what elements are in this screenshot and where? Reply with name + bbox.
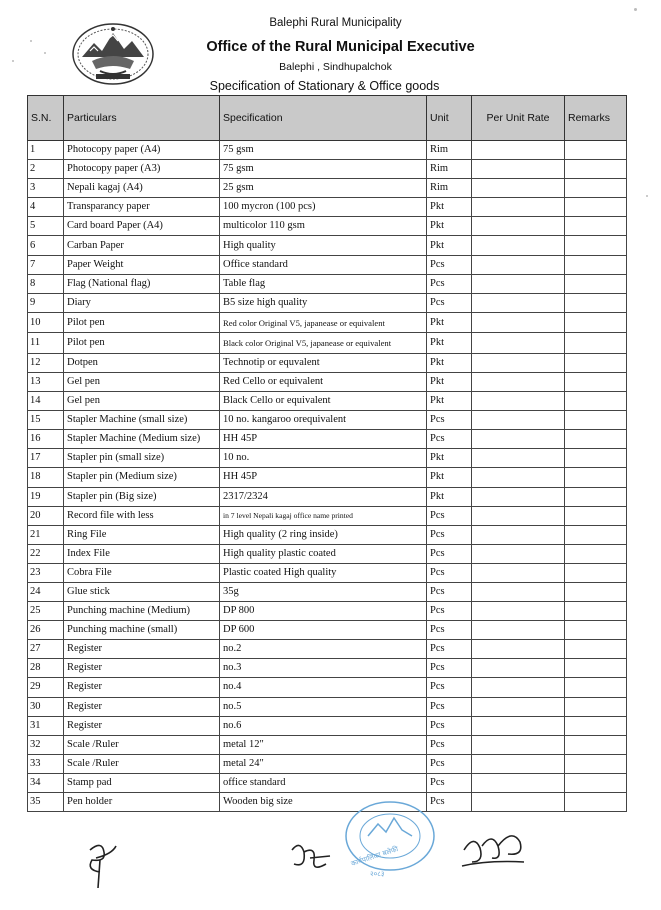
cell-sn: 8: [28, 274, 64, 293]
cell-sn: 11: [28, 333, 64, 354]
cell-unit: Pcs: [427, 293, 472, 312]
table-row: [28, 179, 627, 198]
cell-per-unit-rate: [472, 640, 565, 659]
cell-remarks: [565, 293, 627, 312]
cell-particulars: Pilot pen: [64, 312, 220, 333]
cell-specification: Black color Original V5, japanease or equivalent: [220, 333, 427, 354]
cell-unit: Pkt: [427, 217, 472, 236]
cell-unit: Pcs: [427, 430, 472, 449]
cell-remarks: [565, 430, 627, 449]
cell-sn: 33: [28, 754, 64, 773]
cell-unit: Pcs: [427, 735, 472, 754]
cell-unit: Pkt: [427, 312, 472, 333]
cell-specification: Black Cello or equivalent: [220, 392, 427, 411]
cell-unit: Pcs: [427, 697, 472, 716]
cell-remarks: [565, 716, 627, 735]
cell-remarks: [565, 255, 627, 274]
cell-particulars: Diary: [64, 293, 220, 312]
cell-remarks: [565, 333, 627, 354]
cell-unit: Pcs: [427, 621, 472, 640]
cell-sn: 9: [28, 293, 64, 312]
cell-unit: Pkt: [427, 449, 472, 468]
cell-sn: 1: [28, 141, 64, 160]
cell-per-unit-rate: [472, 773, 565, 792]
cell-remarks: [565, 372, 627, 391]
cell-sn: 10: [28, 312, 64, 333]
cell-remarks: [565, 274, 627, 293]
cell-particulars: Paper Weight: [64, 255, 220, 274]
cell-specification: Technotip or equvalent: [220, 353, 427, 372]
table-row: [28, 659, 627, 678]
cell-per-unit-rate: [472, 793, 565, 812]
table-header-row: [28, 96, 627, 141]
cell-specification: office standard: [220, 773, 427, 792]
cell-particulars: Glue stick: [64, 582, 220, 601]
table-row: [28, 506, 627, 525]
cell-remarks: [565, 602, 627, 621]
cell-particulars: Gel pen: [64, 372, 220, 391]
cell-remarks: [565, 236, 627, 255]
cell-remarks: [565, 735, 627, 754]
table-row: [28, 525, 627, 544]
cell-specification: High quality plastic coated: [220, 544, 427, 563]
table-row: [28, 716, 627, 735]
cell-particulars: Register: [64, 640, 220, 659]
cell-per-unit-rate: [472, 198, 565, 217]
cell-particulars: Stapler Machine (small size): [64, 411, 220, 430]
cell-remarks: [565, 563, 627, 582]
cell-per-unit-rate: [472, 274, 565, 293]
cell-unit: Pkt: [427, 333, 472, 354]
municipality-name: Balephi Rural Municipality: [269, 17, 402, 29]
cell-remarks: [565, 217, 627, 236]
cell-particulars: Index File: [64, 544, 220, 563]
cell-specification: B5 size high quality: [220, 293, 427, 312]
cell-specification: HH 45P: [220, 468, 427, 487]
cell-specification: 25 gsm: [220, 179, 427, 198]
cell-per-unit-rate: [472, 449, 565, 468]
cell-remarks: [565, 754, 627, 773]
cell-particulars: Gel pen: [64, 392, 220, 411]
cell-specification: in 7 level Nepali kagaj office name printed: [220, 506, 427, 525]
cell-unit: Pcs: [427, 255, 472, 274]
cell-specification: 10 no. kangaroo orequivalent: [220, 411, 427, 430]
cell-particulars: Register: [64, 697, 220, 716]
cell-unit: Pcs: [427, 773, 472, 792]
cell-remarks: [565, 678, 627, 697]
cell-specification: no.6: [220, 716, 427, 735]
cell-unit: Pcs: [427, 411, 472, 430]
cell-remarks: [565, 697, 627, 716]
cell-unit: Pcs: [427, 678, 472, 697]
cell-unit: Pkt: [427, 468, 472, 487]
col-header-sn: S.N.: [28, 96, 64, 141]
cell-sn: 5: [28, 217, 64, 236]
col-header-specification: Specification: [220, 96, 427, 141]
cell-remarks: [565, 312, 627, 333]
cell-particulars: Record file with less: [64, 506, 220, 525]
cell-unit: Pcs: [427, 602, 472, 621]
cell-unit: Pcs: [427, 793, 472, 812]
office-title: Office of the Rural Municipal Executive: [206, 39, 475, 55]
cell-per-unit-rate: [472, 525, 565, 544]
cell-specification: metal 24": [220, 754, 427, 773]
cell-specification: HH 45P: [220, 430, 427, 449]
cell-per-unit-rate: [472, 602, 565, 621]
cell-per-unit-rate: [472, 697, 565, 716]
document-title: Specification of Stationary & Office goods: [209, 79, 440, 93]
cell-specification: High quality: [220, 236, 427, 255]
cell-sn: 34: [28, 773, 64, 792]
table-row: [28, 274, 627, 293]
signature-2: [286, 838, 338, 878]
cell-remarks: [565, 141, 627, 160]
cell-per-unit-rate: [472, 544, 565, 563]
table-row: [28, 372, 627, 391]
cell-sn: 3: [28, 179, 64, 198]
cell-particulars: Register: [64, 678, 220, 697]
table-row: [28, 602, 627, 621]
cell-per-unit-rate: [472, 735, 565, 754]
cell-particulars: Dotpen: [64, 353, 220, 372]
table-row: [28, 697, 627, 716]
cell-remarks: [565, 468, 627, 487]
cell-unit: Rim: [427, 141, 472, 160]
cell-per-unit-rate: [472, 255, 565, 274]
cell-sn: 7: [28, 255, 64, 274]
cell-remarks: [565, 659, 627, 678]
cell-per-unit-rate: [472, 678, 565, 697]
cell-per-unit-rate: [472, 659, 565, 678]
cell-particulars: Punching machine (small): [64, 621, 220, 640]
cell-remarks: [565, 640, 627, 659]
table-row: [28, 411, 627, 430]
cell-sn: 22: [28, 544, 64, 563]
cell-per-unit-rate: [472, 141, 565, 160]
cell-remarks: [565, 582, 627, 601]
cell-unit: Pcs: [427, 582, 472, 601]
table-row: [28, 582, 627, 601]
table-row: [28, 293, 627, 312]
cell-particulars: Register: [64, 659, 220, 678]
cell-remarks: [565, 160, 627, 179]
cell-remarks: [565, 449, 627, 468]
cell-sn: 13: [28, 372, 64, 391]
cell-sn: 32: [28, 735, 64, 754]
cell-unit: Pkt: [427, 353, 472, 372]
cell-remarks: [565, 198, 627, 217]
cell-per-unit-rate: [472, 506, 565, 525]
cell-unit: Pcs: [427, 563, 472, 582]
cell-sn: 12: [28, 353, 64, 372]
cell-per-unit-rate: [472, 411, 565, 430]
table-row: [28, 621, 627, 640]
cell-remarks: [565, 179, 627, 198]
cell-per-unit-rate: [472, 353, 565, 372]
table-row: [28, 333, 627, 354]
table-row: [28, 773, 627, 792]
cell-particulars: Stapler pin (small size): [64, 449, 220, 468]
cell-per-unit-rate: [472, 160, 565, 179]
table-row: [28, 735, 627, 754]
cell-particulars: Cobra File: [64, 563, 220, 582]
cell-sn: 31: [28, 716, 64, 735]
cell-sn: 18: [28, 468, 64, 487]
cell-specification: Red color Original V5, japanease or equivalent: [220, 312, 427, 333]
cell-specification: Table flag: [220, 274, 427, 293]
cell-sn: 20: [28, 506, 64, 525]
cell-unit: Pkt: [427, 372, 472, 391]
table-row: [28, 141, 627, 160]
table-row: [28, 544, 627, 563]
table-row: [28, 312, 627, 333]
stamp-year: २०८३: [370, 870, 385, 878]
cell-per-unit-rate: [472, 236, 565, 255]
cell-sn: 28: [28, 659, 64, 678]
document-header: [0, 0, 661, 96]
col-header-particulars: Particulars: [64, 96, 220, 141]
table-row: [28, 640, 627, 659]
cell-remarks: [565, 411, 627, 430]
cell-per-unit-rate: [472, 293, 565, 312]
cell-particulars: Pen holder: [64, 793, 220, 812]
cell-sn: 26: [28, 621, 64, 640]
table-row: [28, 392, 627, 411]
cell-sn: 29: [28, 678, 64, 697]
office-seal-stamp: [340, 796, 440, 880]
cell-particulars: Stapler pin (Medium size): [64, 468, 220, 487]
col-header-unit: Unit: [427, 96, 472, 141]
cell-specification: High quality (2 ring inside): [220, 525, 427, 544]
cell-particulars: Pilot pen: [64, 333, 220, 354]
cell-particulars: Photocopy paper (A3): [64, 160, 220, 179]
cell-per-unit-rate: [472, 582, 565, 601]
cell-specification: no.5: [220, 697, 427, 716]
cell-sn: 27: [28, 640, 64, 659]
cell-sn: 6: [28, 236, 64, 255]
cell-unit: Pkt: [427, 236, 472, 255]
cell-specification: no.4: [220, 678, 427, 697]
cell-unit: Rim: [427, 160, 472, 179]
cell-remarks: [565, 793, 627, 812]
cell-particulars: Transparancy paper: [64, 198, 220, 217]
cell-specification: Office standard: [220, 255, 427, 274]
cell-specification: no.3: [220, 659, 427, 678]
cell-particulars: Register: [64, 716, 220, 735]
cell-unit: Pcs: [427, 754, 472, 773]
cell-per-unit-rate: [472, 333, 565, 354]
office-location: Balephi , Sindhupalchok: [279, 61, 392, 73]
cell-remarks: [565, 525, 627, 544]
cell-specification: 100 mycron (100 pcs): [220, 198, 427, 217]
cell-per-unit-rate: [472, 430, 565, 449]
cell-unit: Pcs: [427, 274, 472, 293]
cell-sn: 4: [28, 198, 64, 217]
cell-particulars: Stamp pad: [64, 773, 220, 792]
cell-particulars: Flag (National flag): [64, 274, 220, 293]
cell-specification: 35g: [220, 582, 427, 601]
col-header-per-unit-rate: Per Unit Rate: [472, 96, 565, 141]
cell-per-unit-rate: [472, 716, 565, 735]
cell-per-unit-rate: [472, 487, 565, 506]
cell-per-unit-rate: [472, 392, 565, 411]
table-row: [28, 353, 627, 372]
cell-specification: Plastic coated High quality: [220, 563, 427, 582]
cell-sn: 23: [28, 563, 64, 582]
cell-unit: Pcs: [427, 506, 472, 525]
cell-sn: 17: [28, 449, 64, 468]
cell-specification: metal 12": [220, 735, 427, 754]
cell-remarks: [565, 773, 627, 792]
cell-sn: 30: [28, 697, 64, 716]
cell-sn: 19: [28, 487, 64, 506]
specification-table: [27, 95, 627, 812]
cell-remarks: [565, 506, 627, 525]
cell-remarks: [565, 544, 627, 563]
cell-particulars: Carban Paper: [64, 236, 220, 255]
table-row: [28, 793, 627, 812]
cell-specification: DP 600: [220, 621, 427, 640]
cell-unit: Pcs: [427, 659, 472, 678]
cell-specification: 75 gsm: [220, 141, 427, 160]
cell-sn: 16: [28, 430, 64, 449]
cell-per-unit-rate: [472, 468, 565, 487]
cell-remarks: [565, 392, 627, 411]
cell-per-unit-rate: [472, 621, 565, 640]
cell-unit: Pcs: [427, 544, 472, 563]
signature-1: [82, 840, 122, 892]
table-row: [28, 678, 627, 697]
cell-remarks: [565, 621, 627, 640]
cell-per-unit-rate: [472, 754, 565, 773]
cell-particulars: Stapler pin (Big size): [64, 487, 220, 506]
cell-specification: Red Cello or equivalent: [220, 372, 427, 391]
cell-unit: Pcs: [427, 640, 472, 659]
cell-per-unit-rate: [472, 312, 565, 333]
cell-sn: 15: [28, 411, 64, 430]
cell-unit: Rim: [427, 179, 472, 198]
cell-specification: multicolor 110 gsm: [220, 217, 427, 236]
cell-unit: Pkt: [427, 198, 472, 217]
cell-unit: Pkt: [427, 487, 472, 506]
cell-unit: Pcs: [427, 716, 472, 735]
cell-remarks: [565, 487, 627, 506]
cell-particulars: Punching machine (Medium): [64, 602, 220, 621]
cell-sn: 24: [28, 582, 64, 601]
table-row: [28, 449, 627, 468]
table-row: [28, 754, 627, 773]
signature-3: [458, 826, 530, 876]
cell-unit: Pcs: [427, 525, 472, 544]
table-row: [28, 160, 627, 179]
cell-particulars: Nepali kagaj (A4): [64, 179, 220, 198]
cell-unit: Pkt: [427, 392, 472, 411]
cell-sn: 35: [28, 793, 64, 812]
cell-particulars: Stapler Machine (Medium size): [64, 430, 220, 449]
cell-per-unit-rate: [472, 179, 565, 198]
cell-specification: no.2: [220, 640, 427, 659]
cell-specification: 10 no.: [220, 449, 427, 468]
cell-particulars: Ring File: [64, 525, 220, 544]
cell-sn: 14: [28, 392, 64, 411]
col-header-remarks: Remarks: [565, 96, 627, 141]
cell-per-unit-rate: [472, 372, 565, 391]
table-row: [28, 487, 627, 506]
table-row: [28, 255, 627, 274]
cell-specification: DP 800: [220, 602, 427, 621]
table-row: [28, 236, 627, 255]
cell-particulars: Scale /Ruler: [64, 754, 220, 773]
cell-specification: 2317/2324: [220, 487, 427, 506]
cell-sn: 2: [28, 160, 64, 179]
svg-text:कार्यपालिका बलेफी: कार्यपालिका बलेफी: [350, 845, 400, 868]
table-row: [28, 563, 627, 582]
cell-particulars: Card board Paper (A4): [64, 217, 220, 236]
cell-remarks: [565, 353, 627, 372]
table-row: [28, 198, 627, 217]
cell-particulars: Scale /Ruler: [64, 735, 220, 754]
table-row: [28, 430, 627, 449]
table-row: [28, 468, 627, 487]
table-row: [28, 217, 627, 236]
cell-specification: 75 gsm: [220, 160, 427, 179]
cell-per-unit-rate: [472, 217, 565, 236]
cell-sn: 21: [28, 525, 64, 544]
cell-sn: 25: [28, 602, 64, 621]
cell-per-unit-rate: [472, 563, 565, 582]
cell-specification: Wooden big size: [220, 793, 427, 812]
cell-particulars: Photocopy paper (A4): [64, 141, 220, 160]
